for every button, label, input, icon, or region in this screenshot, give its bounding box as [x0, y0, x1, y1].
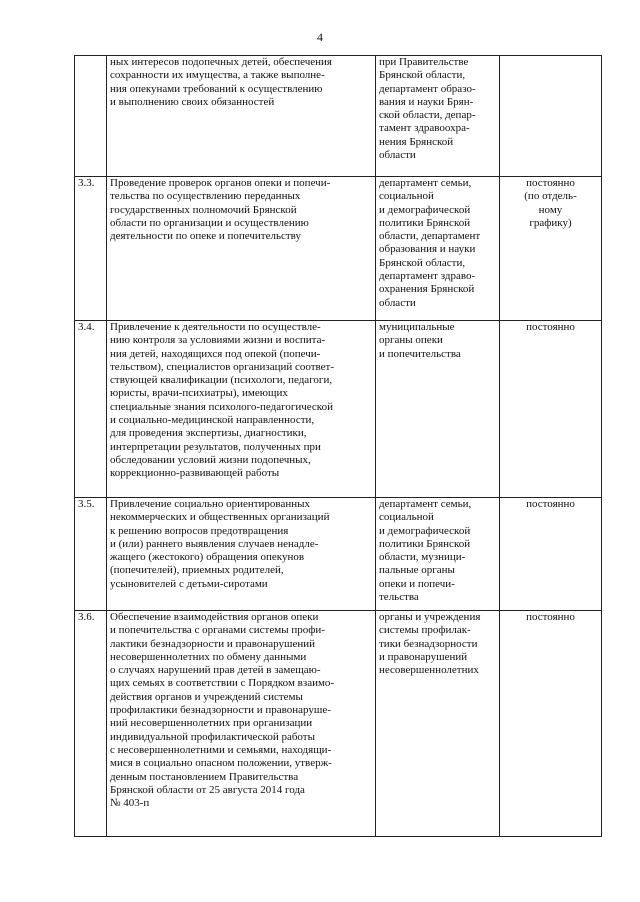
action-cell: Привлечение к деятельности по осуществле- нию контроля за условиями жизни и воспита- ния детей, находящихся под опекой (попечи- тельством), специалистов организаций соответ- ствующей квалификации (психологи, педагоги, юристы, врачи-психиатры), имеющих специальные знания психолого-педагогической и социально-медицинской направленности, для проведения экспертизы, диагностики, интерпретации результатов, полученных при обследовании условий жизни подопечных, коррекционно-развивающей работы — [107, 321, 376, 498]
table-row — [75, 56, 602, 177]
item-number: 3.3. — [75, 177, 107, 321]
table-row — [75, 611, 602, 837]
executor-cell: департамент семьи, социальной и демографической политики Брянской области, департамент образования и науки Брянской области, департамент здраво- охранения Брянской области — [376, 177, 500, 321]
executor-cell: департамент семьи, социальной и демографической политики Брянской области, музници- пальные органы опеки и попечи- тельства — [376, 498, 500, 611]
executor-cell: при Правительстве Брянской области, департамент образо- вания и науки Брян- ской области, депар- тамент здравоохра- нения Брянской области — [376, 56, 500, 177]
item-number: 3.4. — [75, 321, 107, 498]
term-cell: постоянно — [500, 611, 602, 837]
item-number: 3.6. — [75, 611, 107, 837]
term-cell: постоянно (по отдель- ному графику) — [500, 177, 602, 321]
action-plan-table — [74, 55, 602, 837]
item-number: 3.5. — [75, 498, 107, 611]
item-number — [75, 56, 107, 177]
table-row — [75, 177, 602, 321]
executor-cell: органы и учреждения системы профилак- тики безнадзорности и правонарушений несовершеннолетних — [376, 611, 500, 837]
table-row — [75, 321, 602, 498]
action-cell: Привлечение социально ориентированных некоммерческих и общественных организаций к решению вопросов предотвращения и (или) раннего выявления случаев ненадле- жащего (жестокого) обращения опекунов (попечителей), приемных родителей, усыновителей с детьми-сиротами — [107, 498, 376, 611]
action-cell: ных интересов подопечных детей, обеспечения сохранности их имущества, а также выполне- ния опекунами требований к осуществлению и выполнению своих обязанностей — [107, 56, 376, 177]
term-cell: постоянно — [500, 321, 602, 498]
page-number: 4 — [317, 30, 323, 44]
term-cell: постоянно — [500, 498, 602, 611]
table-row — [75, 498, 602, 611]
executor-cell: муниципальные органы опеки и попечительства — [376, 321, 500, 498]
action-cell: Проведение проверок органов опеки и попечи- тельства по осуществлению переданных государственных полномочий Брянской области по организации и осуществлению деятельности по опеке и попечительству — [107, 177, 376, 321]
term-cell — [500, 56, 602, 177]
action-cell: Обеспечение взаимодействия органов опеки и попечительства с органами системы профи- лактики безнадзорности и правонарушений несовершеннолетних по обмену данными о случаях нарушений прав детей в замещаю- щих семьях в соответствии с Порядком взаимо- действия органов и учреждений системы профилактики безнадзорности и правонаруше- ний несовершеннолетних при организации индивидуальной профилактической работы с несовершеннолетними и семьями, находящи- мися в социально опасном положении, утверж- денным постановлением Правительства Брянской области от 25 августа 2014 года № 403-п — [107, 611, 376, 837]
